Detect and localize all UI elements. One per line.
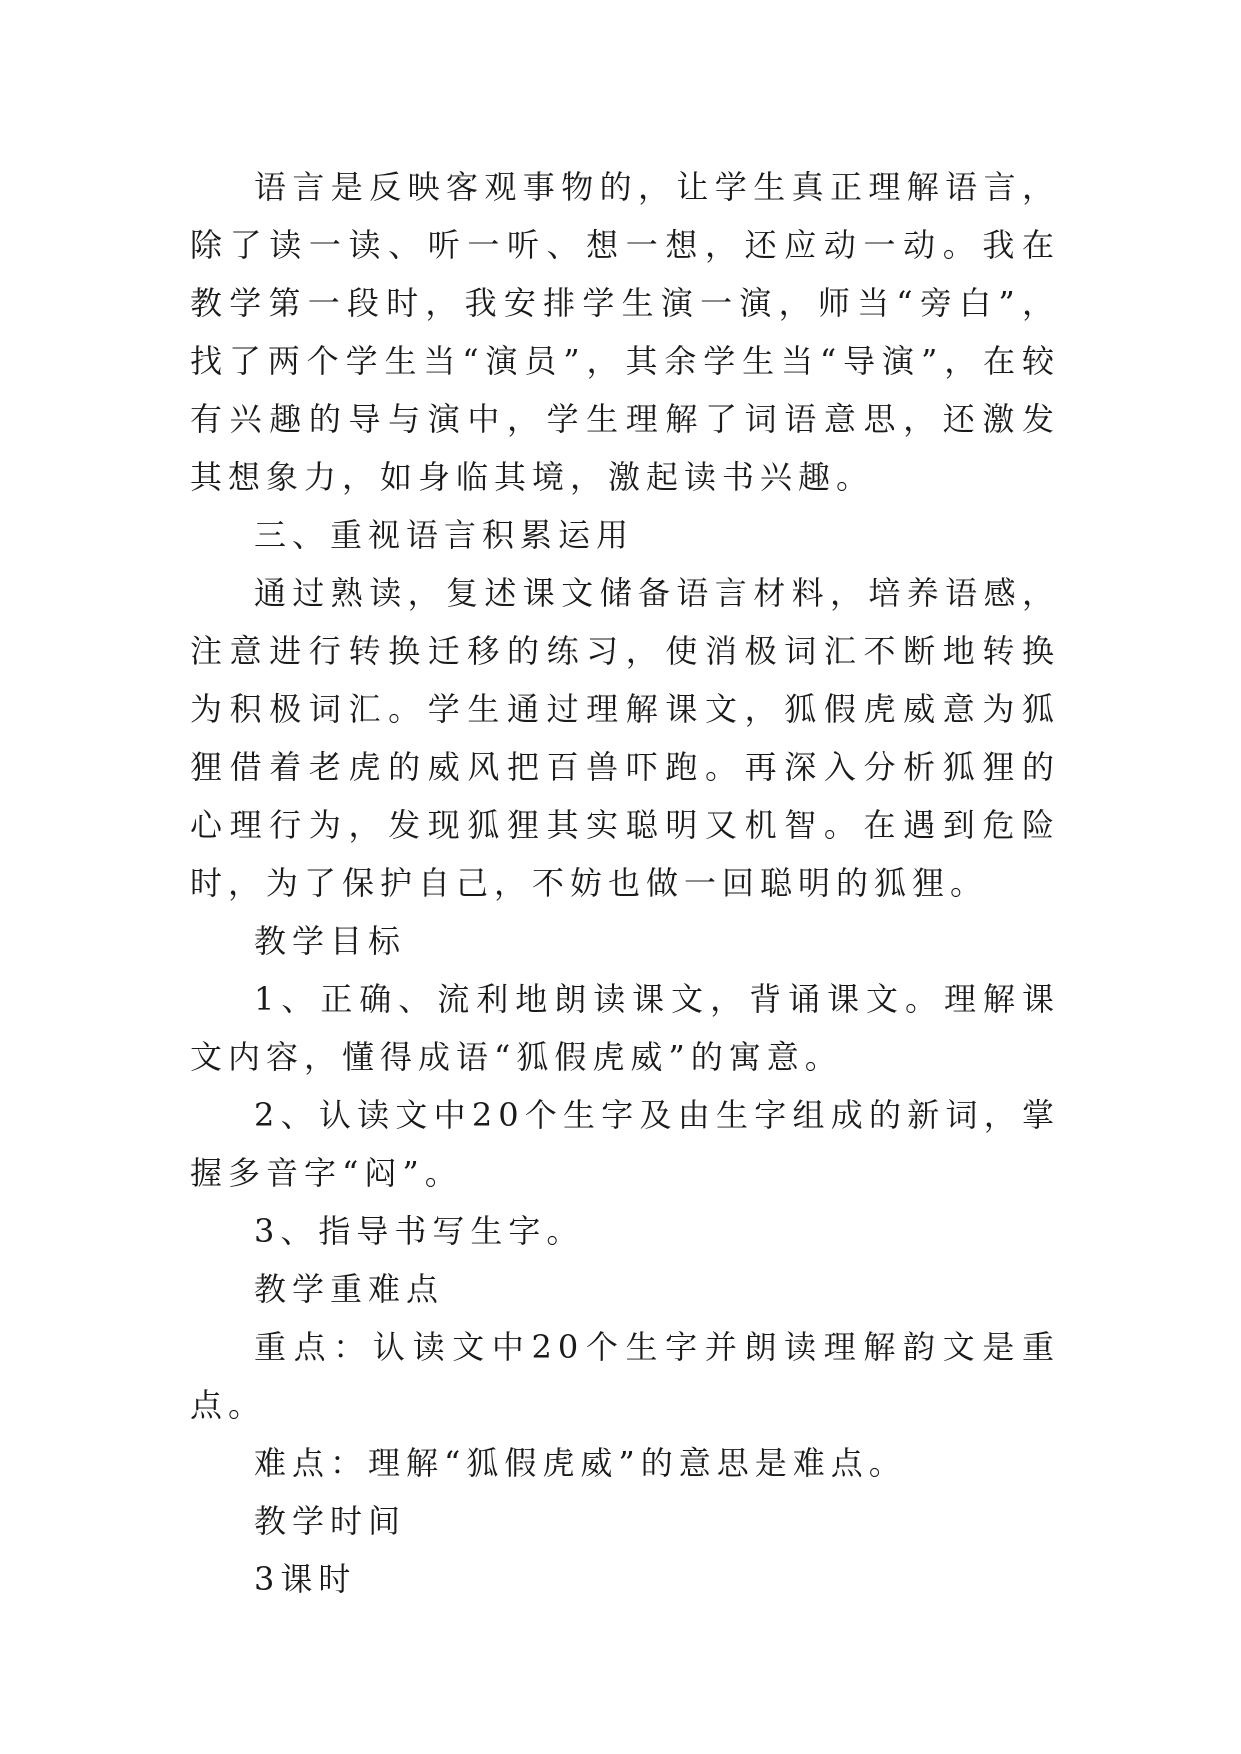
key-point: 重点：认读文中20个生字并朗读理解韵文是重点。: [190, 1328, 1060, 1424]
document-body: [190, 158, 1060, 1608]
heading-teaching-goals: 教学目标: [254, 922, 407, 960]
paragraph-language-reflection: 语言是反映客观事物的，让学生真正理解语言，除了读一读、听一听、想一想，还应动一动。我在教学第一段时，我安排学生演一演，师当“旁白”，找了两个学生当“演员”，其余学生当“导演”，在较有兴趣的导与演中，学生理解了词语意思，还激发其想象力，如身临其境，激起读书兴趣。: [190, 168, 1060, 496]
teaching-time-value: 3课时: [254, 1560, 357, 1598]
paragraph-reading-practice: 通过熟读，复述课文储备语言材料，培养语感，注意进行转换迁移的练习，使消极词汇不断地转换为积极词汇。学生通过理解课文，狐假虎威意为狐狸借着老虎的威风把百兽吓跑。再深入分析狐狸的心理行为，发现狐狸其实聪明又机智。在遇到危险时，为了保护自己，不妨也做一回聪明的狐狸。: [190, 574, 1060, 902]
heading-teaching-time: 教学时间: [254, 1502, 407, 1540]
goal-item-1: 1、正确、流利地朗读课文，背诵课文。理解课文内容，懂得成语“狐假虎威”的寓意。: [190, 980, 1060, 1076]
goal-item-3: 3、指导书写生字。: [254, 1212, 585, 1250]
difficult-point: 难点：理解“狐假虎威”的意思是难点。: [254, 1444, 907, 1482]
heading-key-difficulties: 教学重难点: [254, 1270, 445, 1308]
goal-item-2: 2、认读文中20个生字及由生字组成的新词，掌握多音字“闷”。: [190, 1096, 1060, 1192]
section-heading-language-accumulation: 三、重视语言积累运用: [254, 516, 635, 554]
